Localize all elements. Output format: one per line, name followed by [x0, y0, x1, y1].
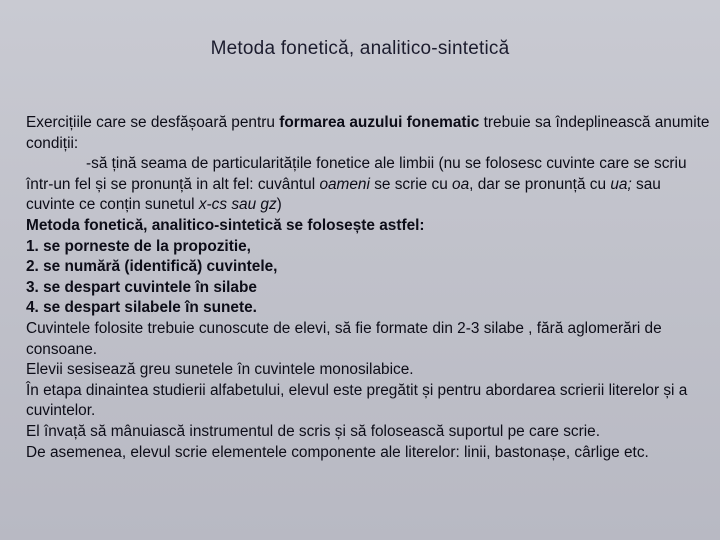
intro-text-end: trebuie sa îndeplinească anumite condiții: [26, 114, 710, 152]
step-item: 1. se porneste de la propozitie, [26, 237, 251, 255]
body-paragraph: În etapa dinaintea studierii alfabetului, elevul este pregătit și pentru abordarea scrierii literelor și a cuvintelor. [26, 381, 688, 420]
body-paragraph: De asemenea, elevul scrie elementele componente ale literelor: linii, bastonașe, cârlige etc. [26, 443, 649, 461]
example-word-oa: oa [452, 175, 470, 193]
intro-paragraph [26, 113, 710, 154]
slide-title: Metoda fonetică, analitico-sintetică [210, 38, 510, 59]
step-item: 3. se despart cuvintele în silabe [26, 278, 257, 296]
step-item: 2. se numără (identifică) cuvintele, [26, 258, 278, 276]
condition-text-2: se scrie cu [369, 175, 453, 193]
slide-body [26, 113, 710, 463]
condition-paragraph [26, 154, 710, 216]
step-item: 4. se despart silabele în sunete. [26, 299, 257, 317]
example-word-ua: ua; [610, 175, 632, 193]
body-paragraph: El învață să mânuiască instrumentul de scris și să folosească suportul pe care scrie. [26, 422, 600, 440]
body-paragraph: Cuvintele folosite trebuie cunoscute de elevi, să fie formate din 2-3 silabe , fără aglomerări de consoane. [26, 319, 662, 358]
example-word-oameni: oameni [319, 175, 370, 193]
condition-text-3: , dar se pronunță cu [469, 175, 611, 193]
method-heading: Metoda fonetică, analitico-sintetică se folosește astfel: [26, 216, 425, 234]
intro-bold-term: formarea auzului fonematic [279, 114, 480, 131]
example-sound-x: x-cs sau gz [198, 196, 277, 214]
condition-text-5: ) [276, 196, 282, 214]
condition-text-1: -să țină seama de particularitățile fonetice ale limbii (nu se folosesc cuvinte care se scriu într-un fel și se pronunță in alt fel: cuvântul [26, 155, 687, 193]
condition-text-4: sau cuvinte ce conțin sunetul [26, 175, 661, 214]
intro-text: Exercițiile care se desfășoară pentru [26, 114, 280, 131]
body-paragraph: Elevii sesisează greu sunetele în cuvintele monosilabice. [26, 361, 414, 379]
